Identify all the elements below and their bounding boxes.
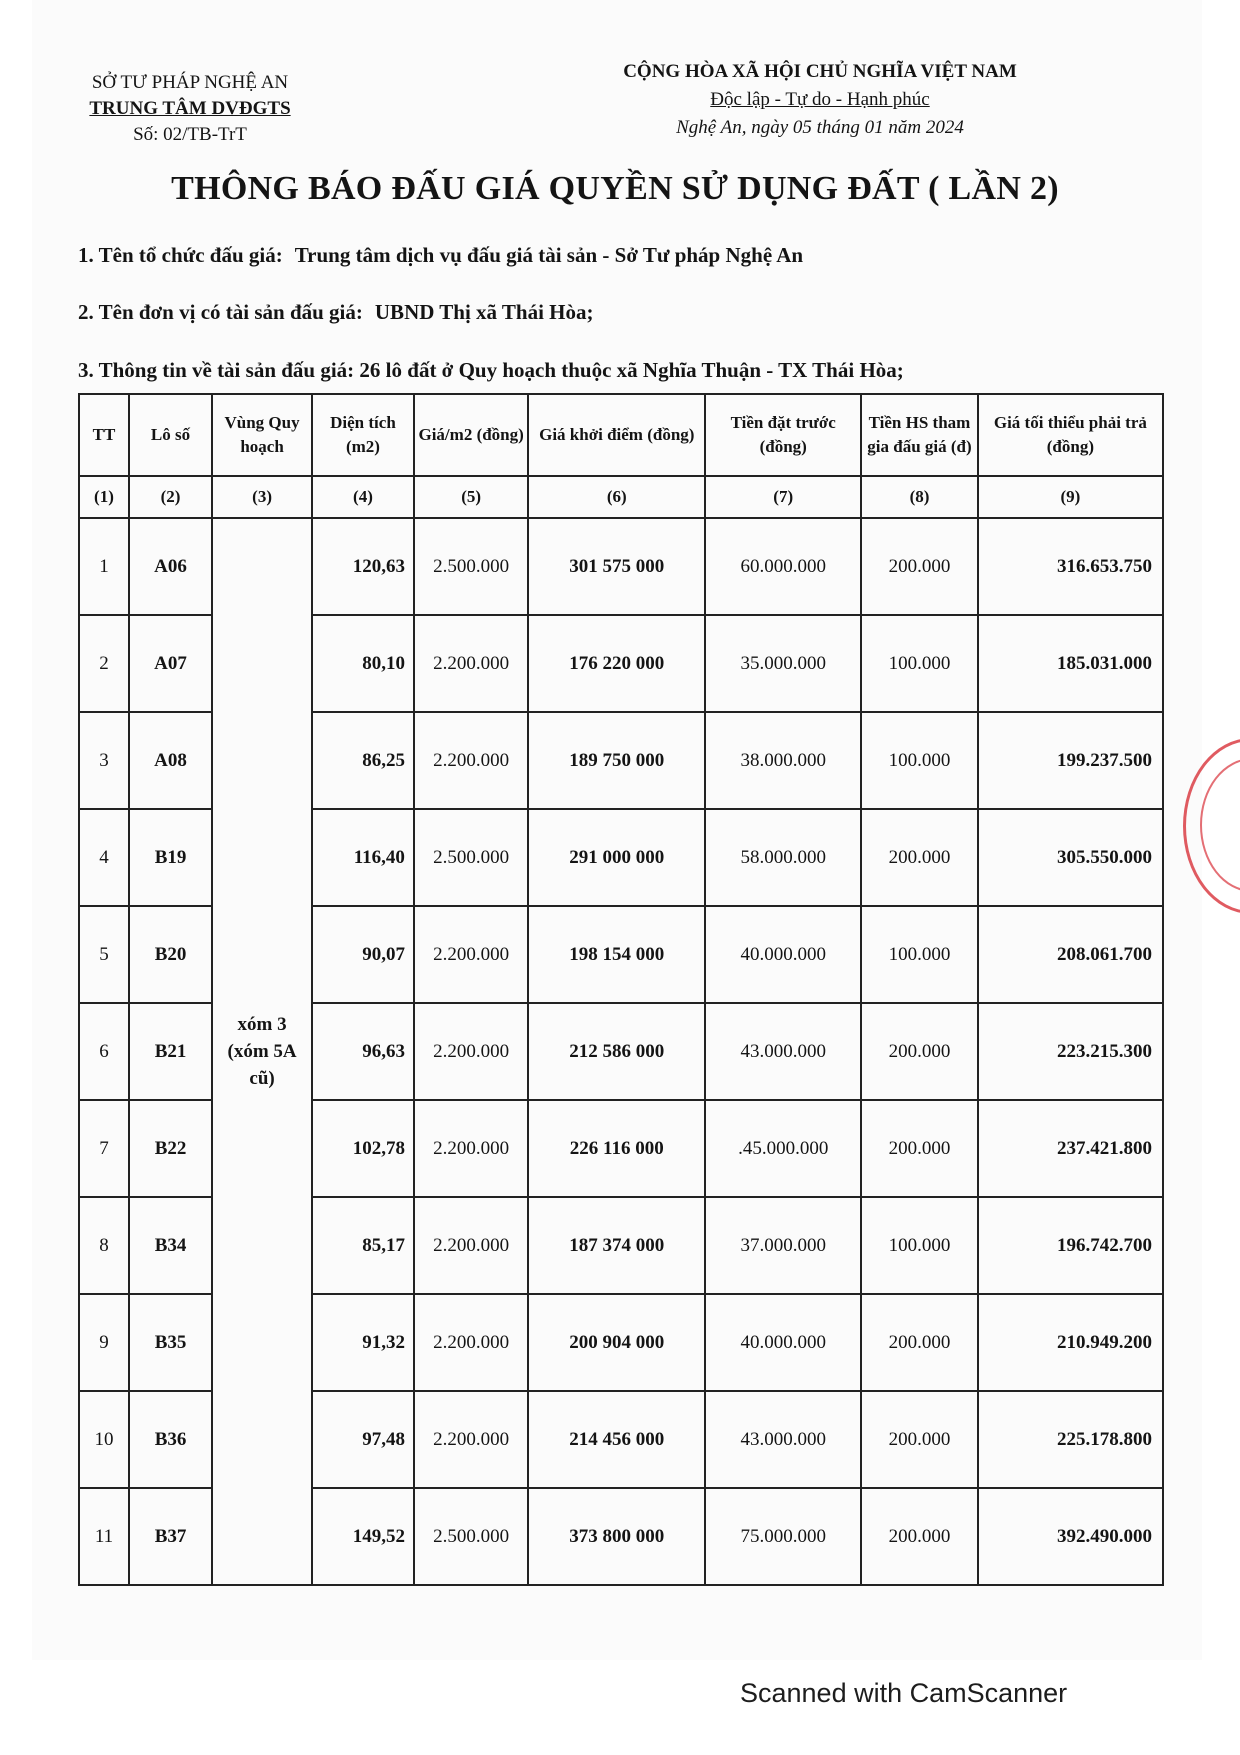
col-number: (6) xyxy=(528,476,705,518)
deposit-amount: 75.000.000 xyxy=(705,1488,861,1585)
deposit-amount: 60.000.000 xyxy=(705,518,861,615)
lot-number: B34 xyxy=(129,1197,212,1294)
info-item-assets: 3. Thông tin về tài sản đấu giá: 26 lô đất ở Quy hoạch thuộc xã Nghĩa Thuận - TX Thái Hòa; xyxy=(78,358,904,382)
row-number: 2 xyxy=(79,615,129,712)
start-price: 200 904 000 xyxy=(528,1294,705,1391)
col-number: (5) xyxy=(414,476,528,518)
table-header-row xyxy=(79,394,1163,476)
unit-price: 2.500.000 xyxy=(414,809,528,906)
area-value: 102,78 xyxy=(312,1100,414,1197)
row-number: 6 xyxy=(79,1003,129,1100)
col-number: (2) xyxy=(129,476,212,518)
row-number: 8 xyxy=(79,1197,129,1294)
minimum-price: 196.742.700 xyxy=(978,1197,1163,1294)
deposit-amount: 38.000.000 xyxy=(705,712,861,809)
lot-number: B19 xyxy=(129,809,212,906)
unit-price: 2.200.000 xyxy=(414,1003,528,1100)
unit-price: 2.500.000 xyxy=(414,1488,528,1585)
lot-number: B20 xyxy=(129,906,212,1003)
unit-price: 2.200.000 xyxy=(414,1197,528,1294)
lot-number: B37 xyxy=(129,1488,212,1585)
row-number: 7 xyxy=(79,1100,129,1197)
header-start-price: Giá khởi điểm (đồng) xyxy=(528,394,705,476)
planning-zone-cell: xóm 3 (xóm 5A cũ) xyxy=(212,518,312,1585)
unit-price: 2.200.000 xyxy=(414,906,528,1003)
info-item-owner-value: UBND Thị xã Thái Hòa; xyxy=(374,300,594,324)
participation-fee: 200.000 xyxy=(861,1488,978,1585)
start-price: 189 750 000 xyxy=(528,712,705,809)
issuer-center: TRUNG TÂM DVĐGTS xyxy=(89,98,291,119)
header-area: Diện tích (m2) xyxy=(312,394,414,476)
deposit-amount: 43.000.000 xyxy=(705,1391,861,1488)
document-number: Số: 02/TB-TrT xyxy=(133,124,247,145)
deposit-amount: 37.000.000 xyxy=(705,1197,861,1294)
participation-fee: 100.000 xyxy=(861,906,978,1003)
header-lot: Lô số xyxy=(129,394,212,476)
start-price: 291 000 000 xyxy=(528,809,705,906)
header-deposit: Tiền đặt trước (đồng) xyxy=(705,394,861,476)
col-number: (1) xyxy=(79,476,129,518)
start-price: 212 586 000 xyxy=(528,1003,705,1100)
start-price: 301 575 000 xyxy=(528,518,705,615)
unit-price: 2.200.000 xyxy=(414,1294,528,1391)
start-price: 198 154 000 xyxy=(528,906,705,1003)
area-value: 90,07 xyxy=(312,906,414,1003)
participation-fee: 200.000 xyxy=(861,1003,978,1100)
minimum-price: 305.550.000 xyxy=(978,809,1163,906)
national-header xyxy=(580,58,1060,142)
lot-number: A08 xyxy=(129,712,212,809)
unit-price: 2.500.000 xyxy=(414,518,528,615)
participation-fee: 200.000 xyxy=(861,518,978,615)
area-value: 97,48 xyxy=(312,1391,414,1488)
area-value: 91,32 xyxy=(312,1294,414,1391)
participation-fee: 200.000 xyxy=(861,1100,978,1197)
row-number: 1 xyxy=(79,518,129,615)
document-title: THÔNG BÁO ĐẤU GIÁ QUYỀN SỬ DỤNG ĐẤT ( LẦN 2) xyxy=(171,170,1059,207)
col-number: (9) xyxy=(978,476,1163,518)
deposit-amount: 43.000.000 xyxy=(705,1003,861,1100)
area-value: 85,17 xyxy=(312,1197,414,1294)
lot-number: B21 xyxy=(129,1003,212,1100)
lot-number: A07 xyxy=(129,615,212,712)
start-price: 373 800 000 xyxy=(528,1488,705,1585)
lot-number: A06 xyxy=(129,518,212,615)
row-number: 10 xyxy=(79,1391,129,1488)
header-unit-price: Giá/m2 (đồng) xyxy=(414,394,528,476)
participation-fee: 200.000 xyxy=(861,809,978,906)
info-item-owner xyxy=(78,300,594,325)
participation-fee: 100.000 xyxy=(861,1197,978,1294)
area-value: 96,63 xyxy=(312,1003,414,1100)
header-fee: Tiền HS tham gia đấu giá (đ) xyxy=(861,394,978,476)
nation-name: CỘNG HÒA XÃ HỘI CHỦ NGHĨA VIỆT NAM xyxy=(623,61,1017,82)
participation-fee: 100.000 xyxy=(861,712,978,809)
col-number: (3) xyxy=(212,476,312,518)
info-item-owner-label: 2. Tên đơn vị có tài sản đấu giá: xyxy=(78,300,363,324)
lot-number: B36 xyxy=(129,1391,212,1488)
row-number: 4 xyxy=(79,809,129,906)
minimum-price: 316.653.750 xyxy=(978,518,1163,615)
deposit-amount: .45.000.000 xyxy=(705,1100,861,1197)
minimum-price: 237.421.800 xyxy=(978,1100,1163,1197)
header-min-price: Giá tối thiểu phải trả (đồng) xyxy=(978,394,1163,476)
col-number: (8) xyxy=(861,476,978,518)
area-value: 149,52 xyxy=(312,1488,414,1585)
unit-price: 2.200.000 xyxy=(414,1100,528,1197)
row-number: 11 xyxy=(79,1488,129,1585)
start-price: 214 456 000 xyxy=(528,1391,705,1488)
table-row xyxy=(79,518,1163,615)
info-item-organizer xyxy=(78,243,803,268)
column-number-row xyxy=(79,476,1163,518)
deposit-amount: 40.000.000 xyxy=(705,1294,861,1391)
participation-fee: 100.000 xyxy=(861,615,978,712)
deposit-amount: 58.000.000 xyxy=(705,809,861,906)
issuer-ministry: SỞ TƯ PHÁP NGHỆ AN xyxy=(91,72,289,93)
lot-number: B22 xyxy=(129,1100,212,1197)
area-value: 120,63 xyxy=(312,518,414,615)
header-zone: Vùng Quy hoạch xyxy=(212,394,312,476)
minimum-price: 225.178.800 xyxy=(978,1391,1163,1488)
minimum-price: 223.215.300 xyxy=(978,1003,1163,1100)
col-number: (4) xyxy=(312,476,414,518)
minimum-price: 208.061.700 xyxy=(978,906,1163,1003)
area-value: 116,40 xyxy=(312,809,414,906)
start-price: 176 220 000 xyxy=(528,615,705,712)
participation-fee: 200.000 xyxy=(861,1294,978,1391)
unit-price: 2.200.000 xyxy=(414,712,528,809)
national-motto: Độc lập - Tự do - Hạnh phúc xyxy=(710,89,930,110)
minimum-price: 210.949.200 xyxy=(978,1294,1163,1391)
start-price: 187 374 000 xyxy=(528,1197,705,1294)
issuer-block xyxy=(70,70,310,148)
participation-fee: 200.000 xyxy=(861,1391,978,1488)
header-tt: TT xyxy=(79,394,129,476)
lot-number: B35 xyxy=(129,1294,212,1391)
row-number: 5 xyxy=(79,906,129,1003)
start-price: 226 116 000 xyxy=(528,1100,705,1197)
area-value: 86,25 xyxy=(312,712,414,809)
unit-price: 2.200.000 xyxy=(414,615,528,712)
unit-price: 2.200.000 xyxy=(414,1391,528,1488)
auction-lots-table xyxy=(78,393,1164,1586)
info-item-organizer-value: Trung tâm dịch vụ đấu giá tài sản - Sở Tư pháp Nghệ An xyxy=(294,243,804,267)
info-item-organizer-label: 1. Tên tổ chức đấu giá: xyxy=(78,243,283,267)
scanner-watermark: Scanned with CamScanner xyxy=(740,1678,1068,1708)
row-number: 9 xyxy=(79,1294,129,1391)
deposit-amount: 35.000.000 xyxy=(705,615,861,712)
area-value: 80,10 xyxy=(312,615,414,712)
minimum-price: 185.031.000 xyxy=(978,615,1163,712)
issue-date: Nghệ An, ngày 05 tháng 01 năm 2024 xyxy=(676,117,964,138)
col-number: (7) xyxy=(705,476,861,518)
deposit-amount: 40.000.000 xyxy=(705,906,861,1003)
row-number: 3 xyxy=(79,712,129,809)
minimum-price: 392.490.000 xyxy=(978,1488,1163,1585)
minimum-price: 199.237.500 xyxy=(978,712,1163,809)
